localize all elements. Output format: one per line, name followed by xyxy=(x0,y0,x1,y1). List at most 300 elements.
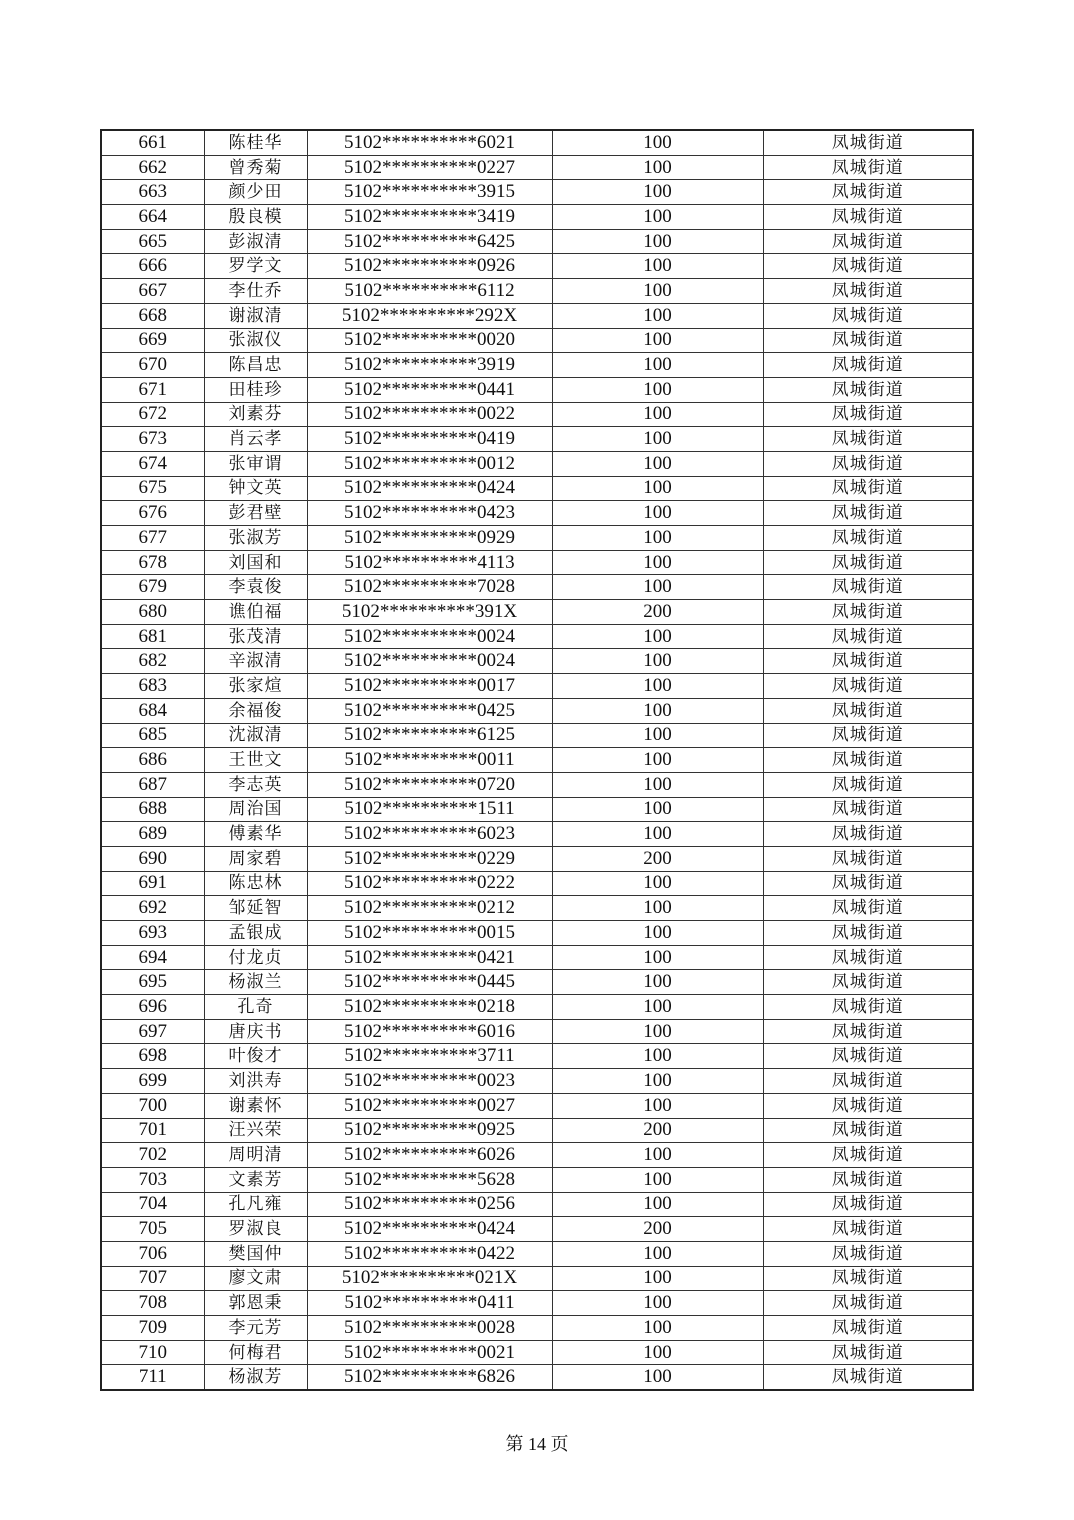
name-cell: 文素芳 xyxy=(204,1167,307,1192)
serial-number-cell: 673 xyxy=(101,427,204,452)
table-row xyxy=(101,1093,973,1118)
name-cell: 陈昌忠 xyxy=(204,353,307,378)
table-row xyxy=(101,1241,973,1266)
subdistrict-cell: 凤城街道 xyxy=(763,1340,973,1365)
amount-cell: 100 xyxy=(552,871,763,896)
name-cell: 周治国 xyxy=(204,797,307,822)
id-number-cell: 5102**********0227 xyxy=(307,155,552,180)
amount-cell: 100 xyxy=(552,1093,763,1118)
id-number-cell: 5102**********0445 xyxy=(307,970,552,995)
table-row xyxy=(101,526,973,551)
amount-cell: 100 xyxy=(552,1266,763,1291)
id-number-cell: 5102**********6023 xyxy=(307,822,552,847)
table-row xyxy=(101,624,973,649)
name-cell: 谯伯福 xyxy=(204,600,307,625)
table-row xyxy=(101,1266,973,1291)
name-cell: 殷良模 xyxy=(204,205,307,230)
table-row xyxy=(101,600,973,625)
subdistrict-cell: 凤城街道 xyxy=(763,254,973,279)
name-cell: 刘素芬 xyxy=(204,402,307,427)
table-row xyxy=(101,1044,973,1069)
subdistrict-cell: 凤城街道 xyxy=(763,698,973,723)
subdistrict-cell: 凤城街道 xyxy=(763,1019,973,1044)
name-cell: 彭君壁 xyxy=(204,501,307,526)
id-number-cell: 5102**********391X xyxy=(307,600,552,625)
subdistrict-cell: 凤城街道 xyxy=(763,1217,973,1242)
amount-cell: 100 xyxy=(552,353,763,378)
table-row xyxy=(101,402,973,427)
table-row xyxy=(101,501,973,526)
id-number-cell: 5102**********0021 xyxy=(307,1340,552,1365)
table-row xyxy=(101,896,973,921)
amount-cell: 100 xyxy=(552,945,763,970)
amount-cell: 100 xyxy=(552,649,763,674)
table-row xyxy=(101,451,973,476)
amount-cell: 100 xyxy=(552,377,763,402)
id-number-cell: 5102**********0929 xyxy=(307,526,552,551)
serial-number-cell: 680 xyxy=(101,600,204,625)
table-row xyxy=(101,1192,973,1217)
table-row xyxy=(101,1143,973,1168)
table-row xyxy=(101,1217,973,1242)
table-row xyxy=(101,155,973,180)
name-cell: 余福俊 xyxy=(204,698,307,723)
id-number-cell: 5102**********0022 xyxy=(307,402,552,427)
serial-number-cell: 703 xyxy=(101,1167,204,1192)
name-cell: 罗学文 xyxy=(204,254,307,279)
amount-cell: 100 xyxy=(552,550,763,575)
amount-cell: 100 xyxy=(552,995,763,1020)
table-row xyxy=(101,772,973,797)
subdistrict-cell: 凤城街道 xyxy=(763,279,973,304)
name-cell: 张茂清 xyxy=(204,624,307,649)
name-cell: 王世文 xyxy=(204,748,307,773)
amount-cell: 100 xyxy=(552,155,763,180)
subdistrict-cell: 凤城街道 xyxy=(763,402,973,427)
table-row xyxy=(101,575,973,600)
subdistrict-cell: 凤城街道 xyxy=(763,1291,973,1316)
beneficiary-table xyxy=(100,129,974,1391)
amount-cell: 100 xyxy=(552,970,763,995)
name-cell: 刘国和 xyxy=(204,550,307,575)
id-number-cell: 5102**********0925 xyxy=(307,1118,552,1143)
amount-cell: 100 xyxy=(552,501,763,526)
subdistrict-cell: 凤城街道 xyxy=(763,1167,973,1192)
table-row xyxy=(101,328,973,353)
subdistrict-cell: 凤城街道 xyxy=(763,526,973,551)
id-number-cell: 5102**********0424 xyxy=(307,476,552,501)
name-cell: 傅素华 xyxy=(204,822,307,847)
name-cell: 张淑芳 xyxy=(204,526,307,551)
subdistrict-cell: 凤城街道 xyxy=(763,476,973,501)
serial-number-cell: 698 xyxy=(101,1044,204,1069)
amount-cell: 100 xyxy=(552,1365,763,1390)
id-number-cell: 5102**********6026 xyxy=(307,1143,552,1168)
serial-number-cell: 691 xyxy=(101,871,204,896)
id-number-cell: 5102**********3419 xyxy=(307,205,552,230)
serial-number-cell: 683 xyxy=(101,674,204,699)
amount-cell: 100 xyxy=(552,822,763,847)
amount-cell: 100 xyxy=(552,674,763,699)
subdistrict-cell: 凤城街道 xyxy=(763,303,973,328)
serial-number-cell: 707 xyxy=(101,1266,204,1291)
serial-number-cell: 675 xyxy=(101,476,204,501)
subdistrict-cell: 凤城街道 xyxy=(763,1044,973,1069)
serial-number-cell: 711 xyxy=(101,1365,204,1390)
serial-number-cell: 700 xyxy=(101,1093,204,1118)
amount-cell: 100 xyxy=(552,1291,763,1316)
amount-cell: 100 xyxy=(552,1340,763,1365)
amount-cell: 100 xyxy=(552,130,763,155)
subdistrict-cell: 凤城街道 xyxy=(763,822,973,847)
subdistrict-cell: 凤城街道 xyxy=(763,1365,973,1390)
serial-number-cell: 664 xyxy=(101,205,204,230)
subdistrict-cell: 凤城街道 xyxy=(763,501,973,526)
subdistrict-cell: 凤城街道 xyxy=(763,377,973,402)
serial-number-cell: 676 xyxy=(101,501,204,526)
serial-number-cell: 677 xyxy=(101,526,204,551)
amount-cell: 100 xyxy=(552,279,763,304)
amount-cell: 200 xyxy=(552,600,763,625)
id-number-cell: 5102**********021X xyxy=(307,1266,552,1291)
serial-number-cell: 668 xyxy=(101,303,204,328)
table-row xyxy=(101,1069,973,1094)
subdistrict-cell: 凤城街道 xyxy=(763,353,973,378)
serial-number-cell: 665 xyxy=(101,229,204,254)
name-cell: 肖云孝 xyxy=(204,427,307,452)
name-cell: 沈淑清 xyxy=(204,723,307,748)
amount-cell: 100 xyxy=(552,1316,763,1341)
serial-number-cell: 709 xyxy=(101,1316,204,1341)
table-row xyxy=(101,970,973,995)
serial-number-cell: 678 xyxy=(101,550,204,575)
serial-number-cell: 681 xyxy=(101,624,204,649)
name-cell: 邹延智 xyxy=(204,896,307,921)
serial-number-cell: 674 xyxy=(101,451,204,476)
serial-number-cell: 672 xyxy=(101,402,204,427)
amount-cell: 100 xyxy=(552,1019,763,1044)
id-number-cell: 5102**********3919 xyxy=(307,353,552,378)
id-number-cell: 5102**********0020 xyxy=(307,328,552,353)
table-row xyxy=(101,649,973,674)
amount-cell: 100 xyxy=(552,303,763,328)
table-row xyxy=(101,303,973,328)
id-number-cell: 5102**********0024 xyxy=(307,649,552,674)
subdistrict-cell: 凤城街道 xyxy=(763,970,973,995)
subdistrict-cell: 凤城街道 xyxy=(763,945,973,970)
id-number-cell: 5102**********3915 xyxy=(307,180,552,205)
serial-number-cell: 708 xyxy=(101,1291,204,1316)
serial-number-cell: 669 xyxy=(101,328,204,353)
name-cell: 郭恩秉 xyxy=(204,1291,307,1316)
subdistrict-cell: 凤城街道 xyxy=(763,1143,973,1168)
name-cell: 颜少田 xyxy=(204,180,307,205)
name-cell: 钟文英 xyxy=(204,476,307,501)
serial-number-cell: 667 xyxy=(101,279,204,304)
name-cell: 唐庆书 xyxy=(204,1019,307,1044)
serial-number-cell: 661 xyxy=(101,130,204,155)
id-number-cell: 5102**********0024 xyxy=(307,624,552,649)
id-number-cell: 5102**********1511 xyxy=(307,797,552,822)
name-cell: 李仕乔 xyxy=(204,279,307,304)
name-cell: 张审谓 xyxy=(204,451,307,476)
amount-cell: 100 xyxy=(552,229,763,254)
serial-number-cell: 695 xyxy=(101,970,204,995)
table-row xyxy=(101,698,973,723)
name-cell: 曾秀菊 xyxy=(204,155,307,180)
subdistrict-cell: 凤城街道 xyxy=(763,723,973,748)
amount-cell: 100 xyxy=(552,1192,763,1217)
id-number-cell: 5102**********6125 xyxy=(307,723,552,748)
name-cell: 罗淑良 xyxy=(204,1217,307,1242)
amount-cell: 200 xyxy=(552,846,763,871)
name-cell: 谢淑清 xyxy=(204,303,307,328)
subdistrict-cell: 凤城街道 xyxy=(763,1192,973,1217)
table-row xyxy=(101,1291,973,1316)
name-cell: 叶俊才 xyxy=(204,1044,307,1069)
amount-cell: 100 xyxy=(552,427,763,452)
serial-number-cell: 684 xyxy=(101,698,204,723)
id-number-cell: 5102**********0015 xyxy=(307,921,552,946)
subdistrict-cell: 凤城街道 xyxy=(763,846,973,871)
subdistrict-cell: 凤城街道 xyxy=(763,921,973,946)
subdistrict-cell: 凤城街道 xyxy=(763,328,973,353)
subdistrict-cell: 凤城街道 xyxy=(763,896,973,921)
table-row xyxy=(101,353,973,378)
name-cell: 田桂珍 xyxy=(204,377,307,402)
id-number-cell: 5102**********7028 xyxy=(307,575,552,600)
name-cell: 李志英 xyxy=(204,772,307,797)
subdistrict-cell: 凤城街道 xyxy=(763,748,973,773)
id-number-cell: 5102**********6021 xyxy=(307,130,552,155)
amount-cell: 100 xyxy=(552,180,763,205)
name-cell: 李袁俊 xyxy=(204,575,307,600)
serial-number-cell: 699 xyxy=(101,1069,204,1094)
name-cell: 杨淑芳 xyxy=(204,1365,307,1390)
id-number-cell: 5102**********0218 xyxy=(307,995,552,1020)
table-row xyxy=(101,377,973,402)
page-number: 第 14 页 xyxy=(505,1434,569,1454)
amount-cell: 100 xyxy=(552,1167,763,1192)
id-number-cell: 5102**********0926 xyxy=(307,254,552,279)
id-number-cell: 5102**********0424 xyxy=(307,1217,552,1242)
name-cell: 孟银成 xyxy=(204,921,307,946)
id-number-cell: 5102**********0222 xyxy=(307,871,552,896)
serial-number-cell: 663 xyxy=(101,180,204,205)
serial-number-cell: 685 xyxy=(101,723,204,748)
name-cell: 彭淑清 xyxy=(204,229,307,254)
id-number-cell: 5102**********6016 xyxy=(307,1019,552,1044)
table-row xyxy=(101,995,973,1020)
table-row xyxy=(101,279,973,304)
table-row xyxy=(101,1167,973,1192)
subdistrict-cell: 凤城街道 xyxy=(763,1118,973,1143)
serial-number-cell: 688 xyxy=(101,797,204,822)
table-row xyxy=(101,229,973,254)
table-row xyxy=(101,797,973,822)
subdistrict-cell: 凤城街道 xyxy=(763,155,973,180)
name-cell: 周家碧 xyxy=(204,846,307,871)
table-row xyxy=(101,1340,973,1365)
subdistrict-cell: 凤城街道 xyxy=(763,130,973,155)
amount-cell: 100 xyxy=(552,772,763,797)
table-row xyxy=(101,921,973,946)
name-cell: 陈忠林 xyxy=(204,871,307,896)
id-number-cell: 5102**********0212 xyxy=(307,896,552,921)
name-cell: 孔奇 xyxy=(204,995,307,1020)
amount-cell: 100 xyxy=(552,328,763,353)
serial-number-cell: 702 xyxy=(101,1143,204,1168)
id-number-cell: 5102**********6826 xyxy=(307,1365,552,1390)
serial-number-cell: 690 xyxy=(101,846,204,871)
subdistrict-cell: 凤城街道 xyxy=(763,1069,973,1094)
amount-cell: 100 xyxy=(552,1069,763,1094)
id-number-cell: 5102**********0419 xyxy=(307,427,552,452)
subdistrict-cell: 凤城街道 xyxy=(763,1093,973,1118)
table-row xyxy=(101,476,973,501)
amount-cell: 100 xyxy=(552,205,763,230)
table-row xyxy=(101,1118,973,1143)
amount-cell: 100 xyxy=(552,896,763,921)
amount-cell: 100 xyxy=(552,1241,763,1266)
amount-cell: 100 xyxy=(552,1044,763,1069)
subdistrict-cell: 凤城街道 xyxy=(763,427,973,452)
id-number-cell: 5102**********0229 xyxy=(307,846,552,871)
name-cell: 孔凡雍 xyxy=(204,1192,307,1217)
name-cell: 陈桂华 xyxy=(204,130,307,155)
id-number-cell: 5102**********0023 xyxy=(307,1069,552,1094)
amount-cell: 200 xyxy=(552,1118,763,1143)
subdistrict-cell: 凤城街道 xyxy=(763,180,973,205)
id-number-cell: 5102**********0012 xyxy=(307,451,552,476)
table-row xyxy=(101,723,973,748)
table-row xyxy=(101,674,973,699)
amount-cell: 100 xyxy=(552,575,763,600)
id-number-cell: 5102**********0027 xyxy=(307,1093,552,1118)
amount-cell: 100 xyxy=(552,698,763,723)
table-row xyxy=(101,1365,973,1390)
subdistrict-cell: 凤城街道 xyxy=(763,205,973,230)
name-cell: 周明清 xyxy=(204,1143,307,1168)
subdistrict-cell: 凤城街道 xyxy=(763,772,973,797)
subdistrict-cell: 凤城街道 xyxy=(763,600,973,625)
amount-cell: 100 xyxy=(552,1143,763,1168)
serial-number-cell: 686 xyxy=(101,748,204,773)
subdistrict-cell: 凤城街道 xyxy=(763,1266,973,1291)
table-body xyxy=(101,130,973,1390)
subdistrict-cell: 凤城街道 xyxy=(763,624,973,649)
serial-number-cell: 671 xyxy=(101,377,204,402)
name-cell: 汪兴荣 xyxy=(204,1118,307,1143)
table-row xyxy=(101,130,973,155)
id-number-cell: 5102**********0017 xyxy=(307,674,552,699)
name-cell: 刘洪寿 xyxy=(204,1069,307,1094)
amount-cell: 100 xyxy=(552,451,763,476)
serial-number-cell: 679 xyxy=(101,575,204,600)
amount-cell: 100 xyxy=(552,624,763,649)
serial-number-cell: 692 xyxy=(101,896,204,921)
name-cell: 谢素怀 xyxy=(204,1093,307,1118)
amount-cell: 100 xyxy=(552,748,763,773)
name-cell: 何梅君 xyxy=(204,1340,307,1365)
id-number-cell: 5102**********0441 xyxy=(307,377,552,402)
subdistrict-cell: 凤城街道 xyxy=(763,550,973,575)
amount-cell: 100 xyxy=(552,797,763,822)
subdistrict-cell: 凤城街道 xyxy=(763,649,973,674)
name-cell: 李元芳 xyxy=(204,1316,307,1341)
amount-cell: 200 xyxy=(552,1217,763,1242)
table-row xyxy=(101,205,973,230)
serial-number-cell: 697 xyxy=(101,1019,204,1044)
id-number-cell: 5102**********0425 xyxy=(307,698,552,723)
id-number-cell: 5102**********5628 xyxy=(307,1167,552,1192)
serial-number-cell: 704 xyxy=(101,1192,204,1217)
amount-cell: 100 xyxy=(552,402,763,427)
id-number-cell: 5102**********0256 xyxy=(307,1192,552,1217)
table-row xyxy=(101,180,973,205)
name-cell: 樊国仲 xyxy=(204,1241,307,1266)
subdistrict-cell: 凤城街道 xyxy=(763,575,973,600)
id-number-cell: 5102**********0422 xyxy=(307,1241,552,1266)
serial-number-cell: 666 xyxy=(101,254,204,279)
subdistrict-cell: 凤城街道 xyxy=(763,995,973,1020)
id-number-cell: 5102**********0028 xyxy=(307,1316,552,1341)
table-row xyxy=(101,945,973,970)
subdistrict-cell: 凤城街道 xyxy=(763,1241,973,1266)
serial-number-cell: 705 xyxy=(101,1217,204,1242)
id-number-cell: 5102**********0011 xyxy=(307,748,552,773)
name-cell: 辛淑清 xyxy=(204,649,307,674)
name-cell: 张家煊 xyxy=(204,674,307,699)
table-row xyxy=(101,846,973,871)
id-number-cell: 5102**********0720 xyxy=(307,772,552,797)
id-number-cell: 5102**********4113 xyxy=(307,550,552,575)
serial-number-cell: 696 xyxy=(101,995,204,1020)
serial-number-cell: 670 xyxy=(101,353,204,378)
id-number-cell: 5102**********6112 xyxy=(307,279,552,304)
serial-number-cell: 710 xyxy=(101,1340,204,1365)
table-row xyxy=(101,748,973,773)
subdistrict-cell: 凤城街道 xyxy=(763,797,973,822)
subdistrict-cell: 凤城街道 xyxy=(763,451,973,476)
name-cell: 付龙贞 xyxy=(204,945,307,970)
subdistrict-cell: 凤城街道 xyxy=(763,229,973,254)
amount-cell: 100 xyxy=(552,476,763,501)
name-cell: 张淑仪 xyxy=(204,328,307,353)
amount-cell: 100 xyxy=(552,526,763,551)
serial-number-cell: 662 xyxy=(101,155,204,180)
id-number-cell: 5102**********0423 xyxy=(307,501,552,526)
id-number-cell: 5102**********3711 xyxy=(307,1044,552,1069)
amount-cell: 100 xyxy=(552,254,763,279)
id-number-cell: 5102**********0421 xyxy=(307,945,552,970)
subdistrict-cell: 凤城街道 xyxy=(763,674,973,699)
serial-number-cell: 693 xyxy=(101,921,204,946)
serial-number-cell: 706 xyxy=(101,1241,204,1266)
subdistrict-cell: 凤城街道 xyxy=(763,1316,973,1341)
amount-cell: 100 xyxy=(552,723,763,748)
id-number-cell: 5102**********0411 xyxy=(307,1291,552,1316)
table-row xyxy=(101,254,973,279)
serial-number-cell: 689 xyxy=(101,822,204,847)
serial-number-cell: 694 xyxy=(101,945,204,970)
id-number-cell: 5102**********6425 xyxy=(307,229,552,254)
table-row xyxy=(101,1019,973,1044)
serial-number-cell: 682 xyxy=(101,649,204,674)
id-number-cell: 5102**********292X xyxy=(307,303,552,328)
serial-number-cell: 701 xyxy=(101,1118,204,1143)
serial-number-cell: 687 xyxy=(101,772,204,797)
